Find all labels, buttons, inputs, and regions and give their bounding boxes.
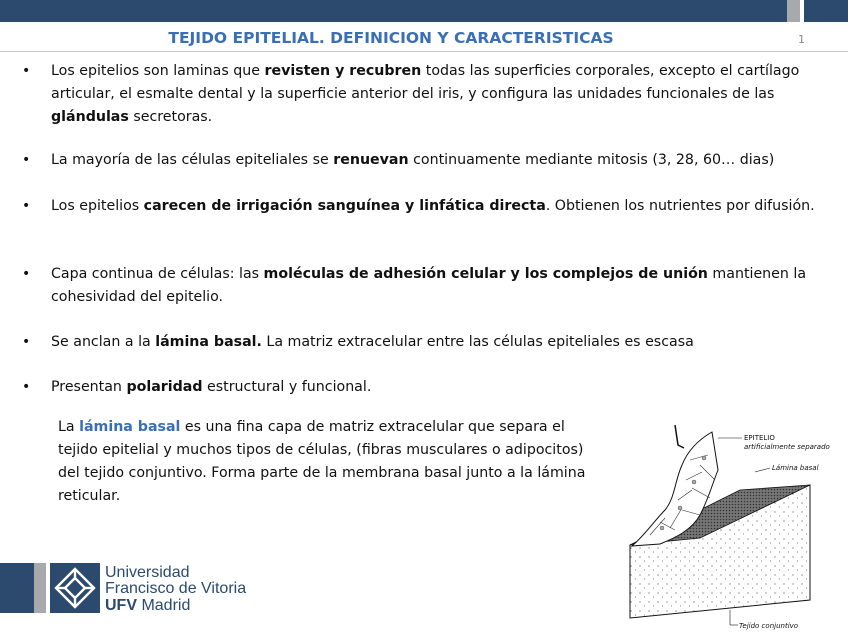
title-divider [0, 51, 848, 52]
label-tejido-conjuntivo: Tejido conjuntivo [739, 622, 799, 630]
label-lamina-basal: Lámina basal [772, 464, 819, 472]
top-header-bar [0, 0, 848, 22]
ufv-logo-text [105, 565, 246, 614]
header-bar-gray [787, 0, 800, 22]
ufv-line-francisco: Francisco de Vitoria [105, 580, 247, 597]
ufv-line-universidad: Universidad [105, 564, 190, 581]
page-number: 1 [798, 33, 805, 46]
bullet-item: • Los epitelios son laminas que revisten y recubren todas las superficies corporales, excepto el cartílago articular, el esmalte dental y la superficie anterior del iris, y configura las unidades funcionales de las glándulas secretoras. [22, 60, 832, 129]
ufv-logo-icon [50, 563, 100, 613]
basal-lamina-note: La lámina basal es una fina capa de matriz extracelular que separa el tejido epitelial y muchos tipos de células, (fibras musculares o adipocitos) del tejido conjuntivo. Forma parte de la membrana basal junto a la lámina reticular. [58, 419, 586, 504]
label-epitelio-sub: artificialmente separado [744, 443, 830, 451]
bullet-item: • Se anclan a la lámina basal. La matriz extracelular entre las células epiteliales es escasa [22, 331, 832, 354]
header-bar-navy [0, 0, 787, 22]
bullet-item: • Los epitelios carecen de irrigación sanguínea y linfática directa. Obtienen los nutrientes por difusión. [22, 195, 832, 218]
bullet-item: • Capa continua de células: las moléculas de adhesión celular y los complejos de unión mantienen la cohesividad del epitelio. [22, 263, 832, 309]
footer-bar-gray [34, 563, 46, 613]
bullet-item: • Presentan polaridad estructural y funcional. [22, 376, 832, 399]
basal-lamina-term: lámina basal [79, 419, 181, 435]
header-bar-navy-right [804, 0, 848, 22]
bullet-item: • La mayoría de las células epiteliales se renuevan continuamente mediante mitosis (3, 28, 60… dias) [22, 149, 832, 172]
footer-bar-navy [0, 563, 34, 613]
slide-title: TEJIDO EPITELIAL. DEFINICION Y CARACTERISTICAS [168, 29, 614, 47]
ufv-line-madrid: UFV Madrid [105, 597, 191, 614]
epithelium-diagram [620, 410, 846, 636]
label-epitelio: EPITELIO [744, 434, 775, 442]
